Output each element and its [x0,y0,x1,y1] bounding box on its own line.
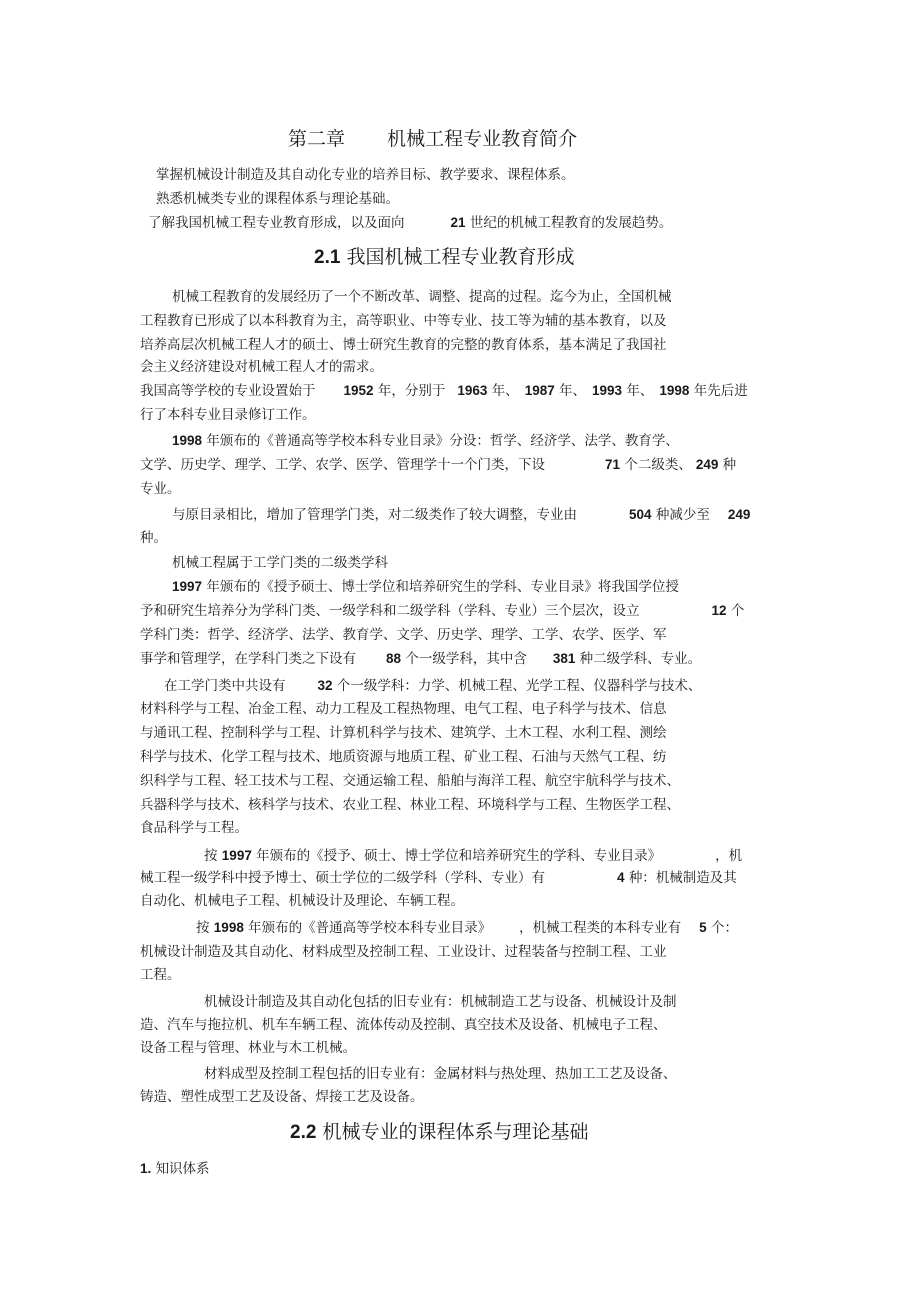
section-heading-2-2: 2.2 机械专业的课程体系与理论基础 [290,1121,589,1143]
p8-line-3: 自动化、机械电子工程、机械设计及理论、车辆工程。 [140,893,464,909]
p1-line-3: 培养高层次机械工程人才的硕士、博士研究生教育的完整的教育体系，基本满足了我国社 [140,337,667,353]
p7-line-5: 织科学与工程、轻工技术与工程、交通运输工程、船舶与海洋工程、航空宇航科学与技术、 [140,773,680,789]
p9-line-3: 工程。 [140,967,181,983]
p7-line-1: 在工学门类中共设有 32 个一级学科：力学、机械工程、光学工程、仪器科学与技术、 [164,678,702,694]
p10-line-2: 造、汽车与拖拉机、机车车辆工程、流体传动及控制、真空技术及设备、机械电子工程、 [140,1017,667,1033]
p2-line-1: 我国高等学校的专业设置始于 1952 年，分别于 1963 年、 1987 年、 1993 年、 1998 年先后进 [140,383,748,399]
p1-line-1: 机械工程教育的发展经历了一个不断改革、调整、提高的过程。迄今为止，全国机械 [172,289,672,305]
p4-line-2: 种。 [140,530,167,546]
p6-line-4: 事学和管理学，在学科门类之下设有 88 个一级学科，其中含 381 种二级学科、专业。 [140,651,702,667]
p8-line-1: 按 1997 年颁布的《授予、硕士、博士学位和培养研究生的学科、专业目录》 ，机 [204,848,743,864]
subsection-heading-1: 1. 知识体系 [140,1161,210,1177]
objective-3: 了解我国机械工程专业教育形成，以及面向 21 世纪的机械工程教育的发展趋势。 [148,215,673,231]
chapter-heading [288,127,577,151]
p3-line-3: 专业。 [140,481,181,497]
chapter-label: 第二章 [288,128,346,150]
p7-line-7: 食品科学与工程。 [140,820,248,836]
p11-line-1: 材料成型及控制工程包括的旧专业有：金属材料与热处理、热加工工艺及设备、 [204,1066,677,1082]
p7-line-4: 科学与技术、化学工程与技术、地质资源与地质工程、矿业工程、石油与天然气工程、纺 [140,749,667,765]
p1-line-4: 会主义经济建设对机械工程人才的需求。 [140,359,383,375]
chapter-title: 机械工程专业教育简介 [387,128,578,150]
p2-line-2: 行了本科专业目录修订工作。 [140,407,316,423]
p4-line-1: 与原目录相比，增加了管理学门类，对二级类作了较大调整，专业由 504 种减少至 249 [172,507,751,523]
p6-line-1: 1997 年颁布的《授予硕士、博士学位和培养研究生的学科、专业目录》将我国学位授 [172,579,679,595]
p10-line-1: 机械设计制造及其自动化包括的旧专业有：机械制造工艺与设备、机械设计及制 [204,994,677,1010]
p1-line-2: 工程教育已形成了以本科教育为主，高等职业、中等专业、技工等为辅的基本教育，以及 [140,313,667,329]
p3-line-1: 1998 年颁布的《普通高等学校本科专业目录》分设：哲学、经济学、法学、教育学、 [172,433,679,449]
p7-line-3: 与通讯工程、控制科学与工程、计算机科学与技术、建筑学、土木工程、水利工程、测绘 [140,725,667,741]
p10-line-3: 设备工程与管理、林业与木工机械。 [140,1040,356,1056]
p11-line-2: 铸造、塑性成型工艺及设备、焊接工艺及设备。 [140,1089,424,1105]
p7-line-6: 兵器科学与技术、核科学与技术、农业工程、林业工程、环境科学与工程、生物医学工程、 [140,797,680,813]
p5: 机械工程属于工学门类的二级类学科 [172,555,388,571]
p7-line-2: 材料科学与工程、冶金工程、动力工程及工程热物理、电气工程、电子科学与技术、信息 [140,701,667,717]
objective-1: 掌握机械设计制造及其自动化专业的培养目标、教学要求、课程体系。 [156,167,575,183]
section-heading-2-1: 2.1 我国机械工程专业教育形成 [314,246,575,268]
p9-line-2: 机械设计制造及其自动化、材料成型及控制工程、工业设计、过程装备与控制工程、工业 [140,944,667,960]
p6-line-3: 学科门类：哲学、经济学、法学、教育学、文学、历史学、理学、工学、农学、医学、军 [140,627,667,643]
p3-line-2: 文学、历史学、理学、工学、农学、医学、管理学十一个门类，下设 71 个二级类、 249 种 [140,457,737,473]
p9-line-1: 按 1998 年颁布的《普通高等学校本科专业目录》 ，机械工程类的本科专业有 5 个： [196,920,738,936]
objective-2: 熟悉机械类专业的课程体系与理论基础。 [156,191,399,207]
p6-line-2: 予和研究生培养分为学科门类、一级学科和二级学科（学科、专业）三个层次，设立 12 个 [140,603,745,619]
p8-line-2: 械工程一级学科中授予博士、硕士学位的二级学科（学科、专业）有 4 种：机械制造及其 [140,870,737,886]
